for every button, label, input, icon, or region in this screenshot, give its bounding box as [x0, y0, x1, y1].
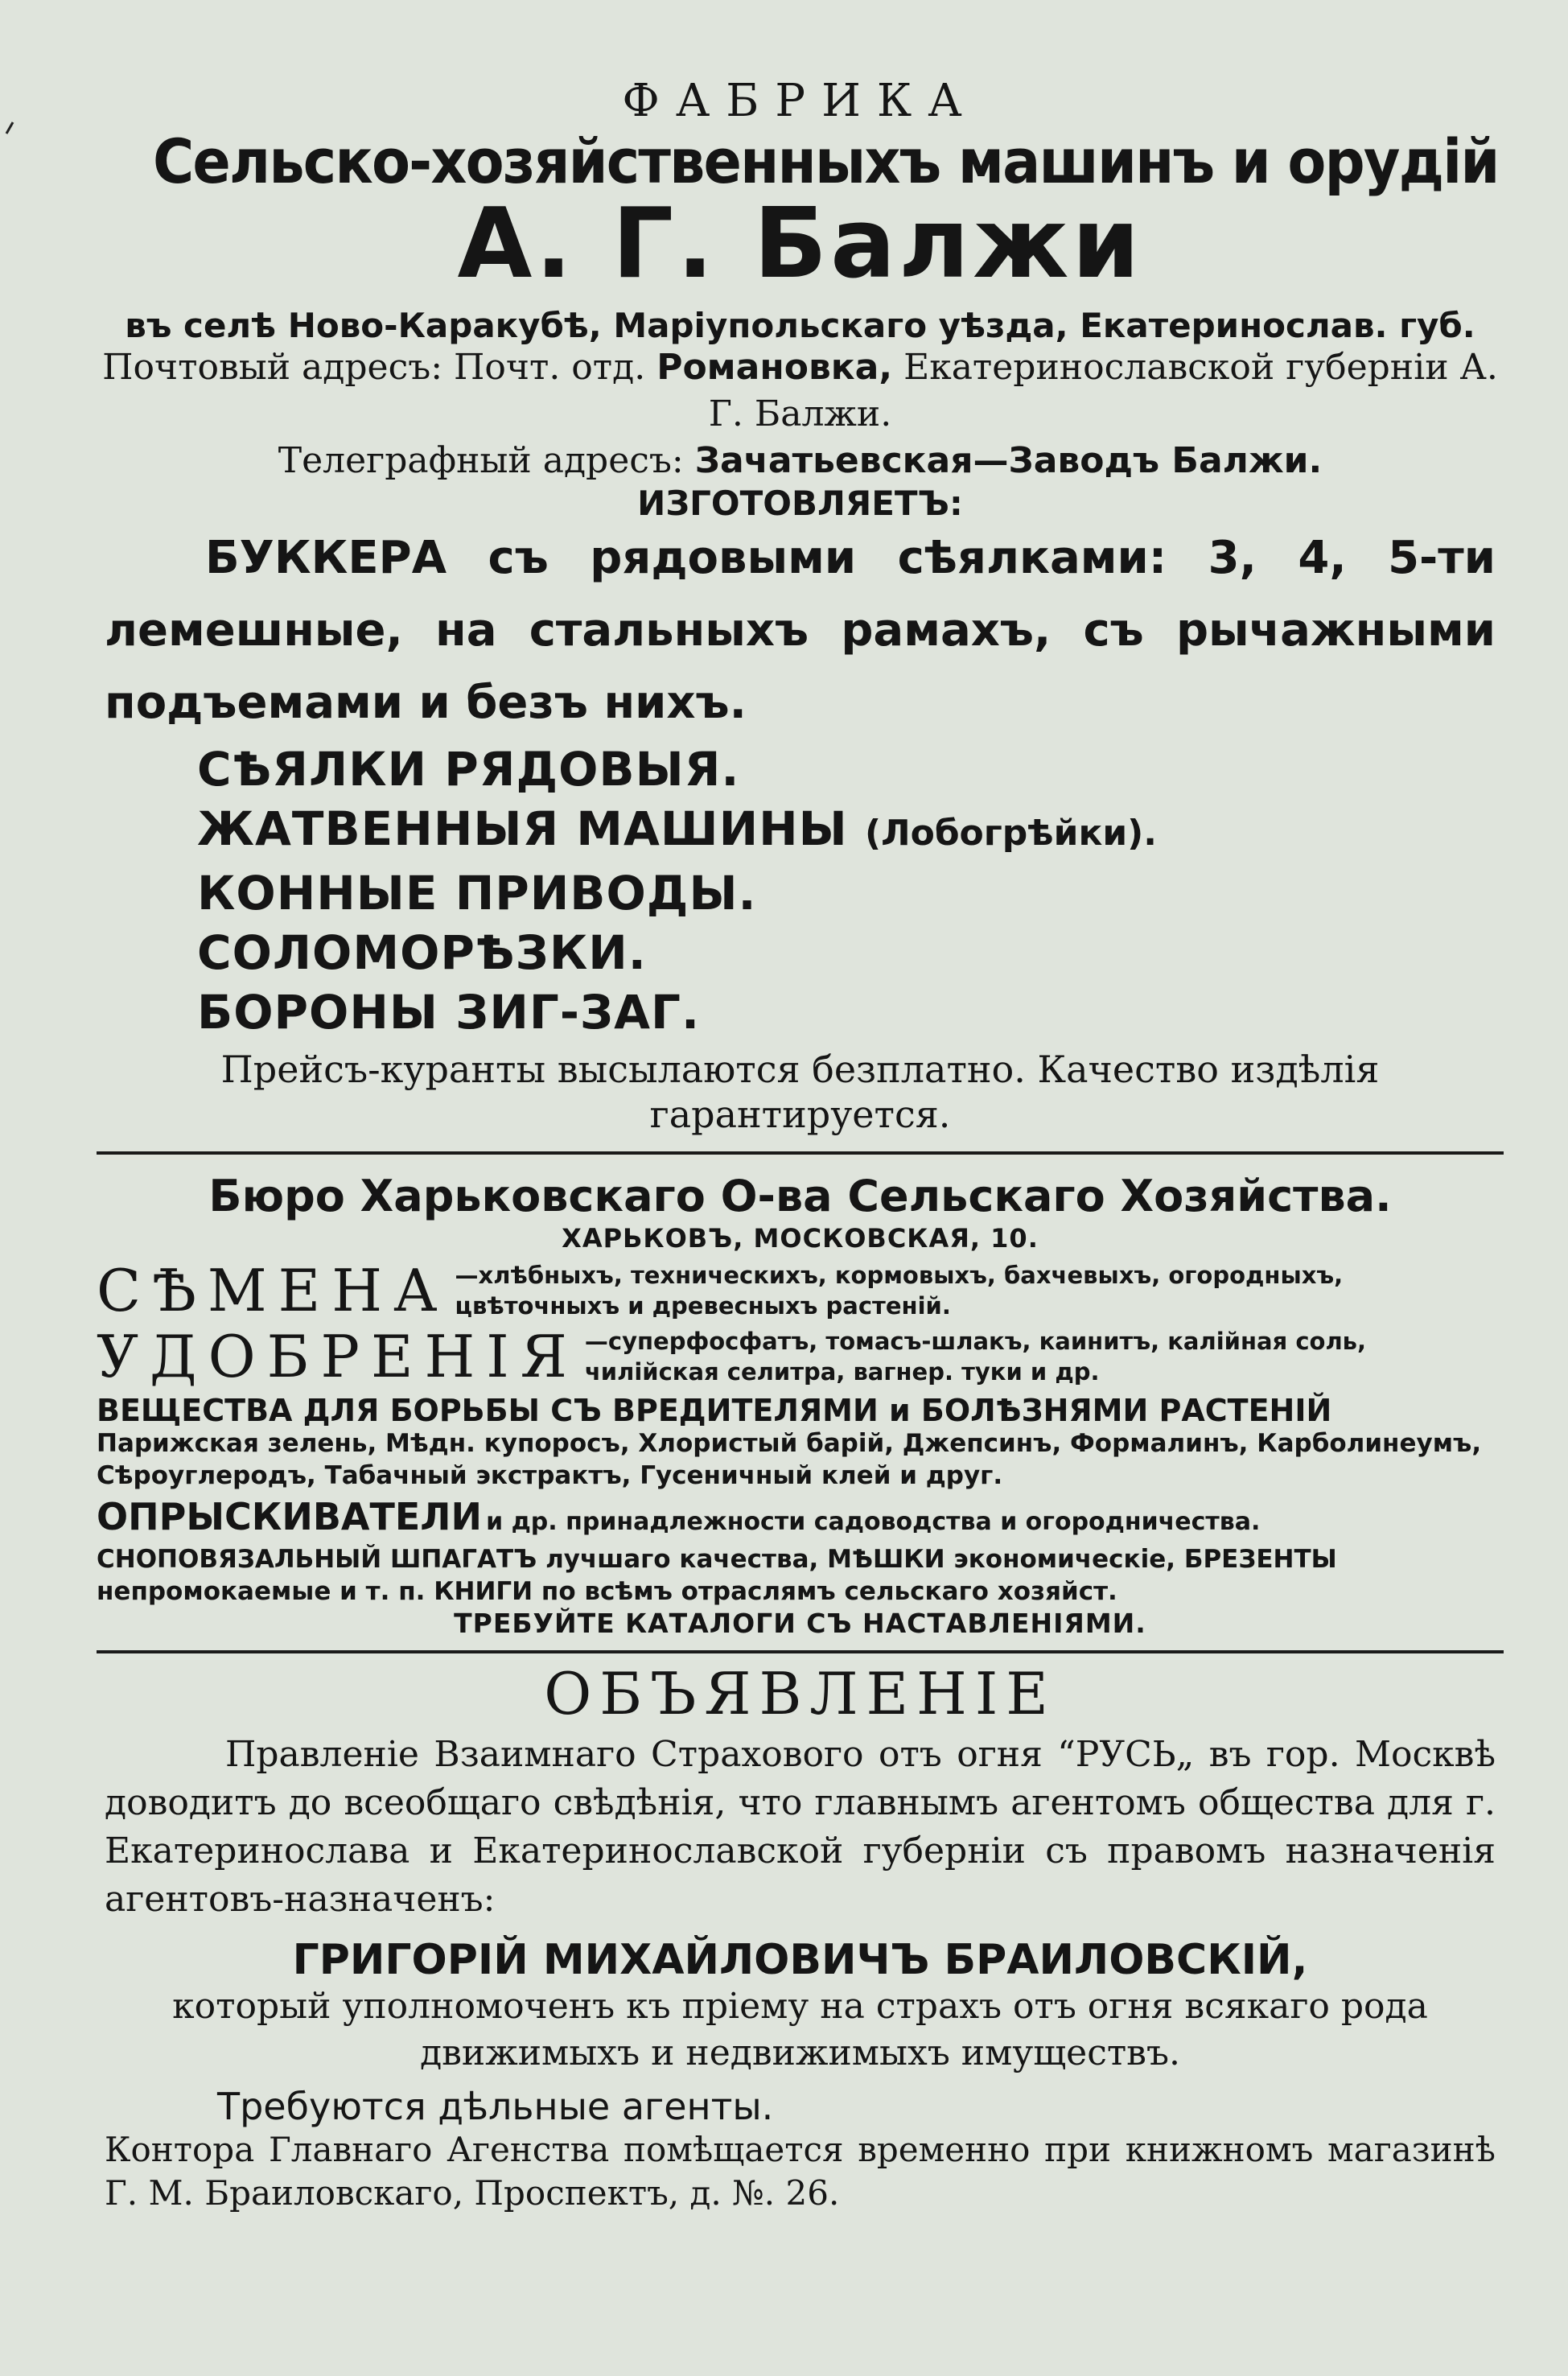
factory-label: ФАБРИКА — [622, 75, 978, 127]
sprayers-line — [97, 1497, 1504, 1538]
seeds-text: —хлѣбныхъ, техническихъ, кормовыхъ, бахчевыхъ, огородныхъ, цвѣточныхъ и древесныхъ растеній. — [455, 1261, 1344, 1320]
office-address: Контора Главнаго Агенства помѣщается временно при книжномъ магазинѣ Г. М. Браиловскаго, Проспектъ, д. №. 26. — [105, 2129, 1496, 2213]
product-item: КОННЫЕ ПРИВОДЫ. — [197, 866, 757, 921]
sprayers-text: и др. принадлежности садоводства и огородничества. — [486, 1508, 1261, 1537]
fertilizer-row — [97, 1322, 1504, 1390]
factory-ad — [97, 76, 1504, 1137]
seeds-word: СѢМЕНА — [97, 1256, 449, 1324]
divider — [97, 1151, 1504, 1155]
factory-title: Сельско-хозяйственныхъ машинъ и орудій — [152, 125, 1499, 197]
postal-address — [97, 344, 1504, 438]
postal-office: Романовка, — [656, 347, 893, 389]
telegraph-address — [97, 438, 1504, 484]
pest-heading: ВЕЩЕСТВА ДЛЯ БОРЬБЫ СЪ ВРЕДИТЕЛЯМИ и БОЛѢЗНЯМИ РАСТЕНІЙ — [97, 1392, 1332, 1428]
divider — [97, 1650, 1504, 1653]
rus-insurance-ad — [97, 1659, 1504, 2215]
agents-wanted: Требуются дѣльные агенты. — [217, 2085, 774, 2129]
bureau-address: ХАРЬКОВЪ, МОСКОВСКАЯ, 10. — [562, 1222, 1039, 1254]
product-item: БОРОНЫ ЗИГ-ЗАГ. — [197, 985, 701, 1040]
fertilizer-text: —суперфосфатъ, томасъ-шлакъ, каинитъ, калійная соль, чилійская селитра, вагнер. туки и др. — [584, 1327, 1367, 1386]
seeds-row — [97, 1256, 1504, 1324]
announcement-text: Правленіе Взаимнаго Страхового отъ огня “РУСЬ„ въ гор. Москвѣ доводитъ до всеобщаго свѣдѣнія, что главнымъ агентомъ общества для г. Екатеринослава и Екатеринославской губерніи съ правомъ назначенія агентовъ-назначенъ: — [105, 1734, 1496, 1921]
pest-text: Парижская зелень, Мѣдн. купоросъ, Хлористый барій, Джепсинъ, Формалинъ, Карболинеумъ, Сѣроуглеродъ, Табачный экстрактъ, Гусеничный клей и друг. — [97, 1429, 1482, 1491]
product-item: СѢЯЛКИ РЯДОВЫЯ. — [197, 742, 740, 797]
announcement-body — [105, 1731, 1496, 1924]
fertilizer-word: УДОБРЕНІЯ — [97, 1322, 578, 1390]
catalog-demand: ТРЕБУЙТЕ КАТАЛОГИ СЪ НАСТАВЛЕНІЯМИ. — [454, 1607, 1146, 1639]
telegraph-label: Телеграфный адресъ: — [278, 440, 684, 482]
product-note: (Лобогрѣйки). — [864, 813, 1157, 854]
postal-rest: Екатеринославской губерніи А. Г. Балжи. — [708, 347, 1498, 435]
product-list — [97, 739, 1504, 1042]
owner-name: А. Г. Балжи — [457, 187, 1143, 300]
makes-heading: ИЗГОТОВЛЯЕТЪ: — [637, 484, 963, 524]
lead-product-text: БУККЕРА съ рядовыми сѣялками: 3, 4, 5-ти лемешные, на стальныхъ рамахъ, съ рычажными подъемами и безъ нихъ. — [105, 532, 1496, 730]
factory-location: въ селѣ Ново-Каракубѣ, Маріупольскаго уѣзда, Екатеринослав. губ. — [125, 306, 1475, 346]
postal-label: Почтовый адресъ: Почт. отд. — [102, 347, 646, 389]
kharkov-bureau-ad — [97, 1172, 1504, 1638]
lead-product — [105, 522, 1496, 739]
price-note: Прейсъ-куранты высылаются безплатно. Качество издѣлія гарантируется. — [220, 1048, 1380, 1137]
product-item: СОЛОМОРѢЗКИ. — [197, 925, 647, 981]
sprayers-word: ОПРЫСКИВАТЕЛИ — [97, 1495, 483, 1539]
product-item: ЖАТВЕННЫЯ МАШИНЫ (Лобогрѣйки). — [197, 801, 1157, 857]
telegraph-value: Зачатьевская—Заводъ Балжи. — [694, 440, 1323, 482]
agent-name: ГРИГОРІЙ МИХАЙЛОВИЧЪ БРАИЛОВСКІЙ, — [292, 1936, 1308, 1985]
agent-authority: который уполномоченъ къ пріему на страхъ отъ огня всякаго рода движимыхъ и недвижимыхъ имуществъ. — [172, 1986, 1428, 2074]
announcement-title: ОБЪЯВЛЕНІЕ — [544, 1659, 1056, 1727]
bureau-title: Бюро Харьковскаго О-ва Сельскаго Хозяйства. — [208, 1171, 1392, 1222]
twine-text: СНОПОВЯЗАЛЬНЫЙ ШПАГАТЪ лучшаго качества, МѢШКИ экономическіе, БРЕЗЕНТЫ непромокаемые и т. п. КНИГИ по всѣмъ отраслямъ сельскаго хозяйст. — [97, 1544, 1337, 1606]
